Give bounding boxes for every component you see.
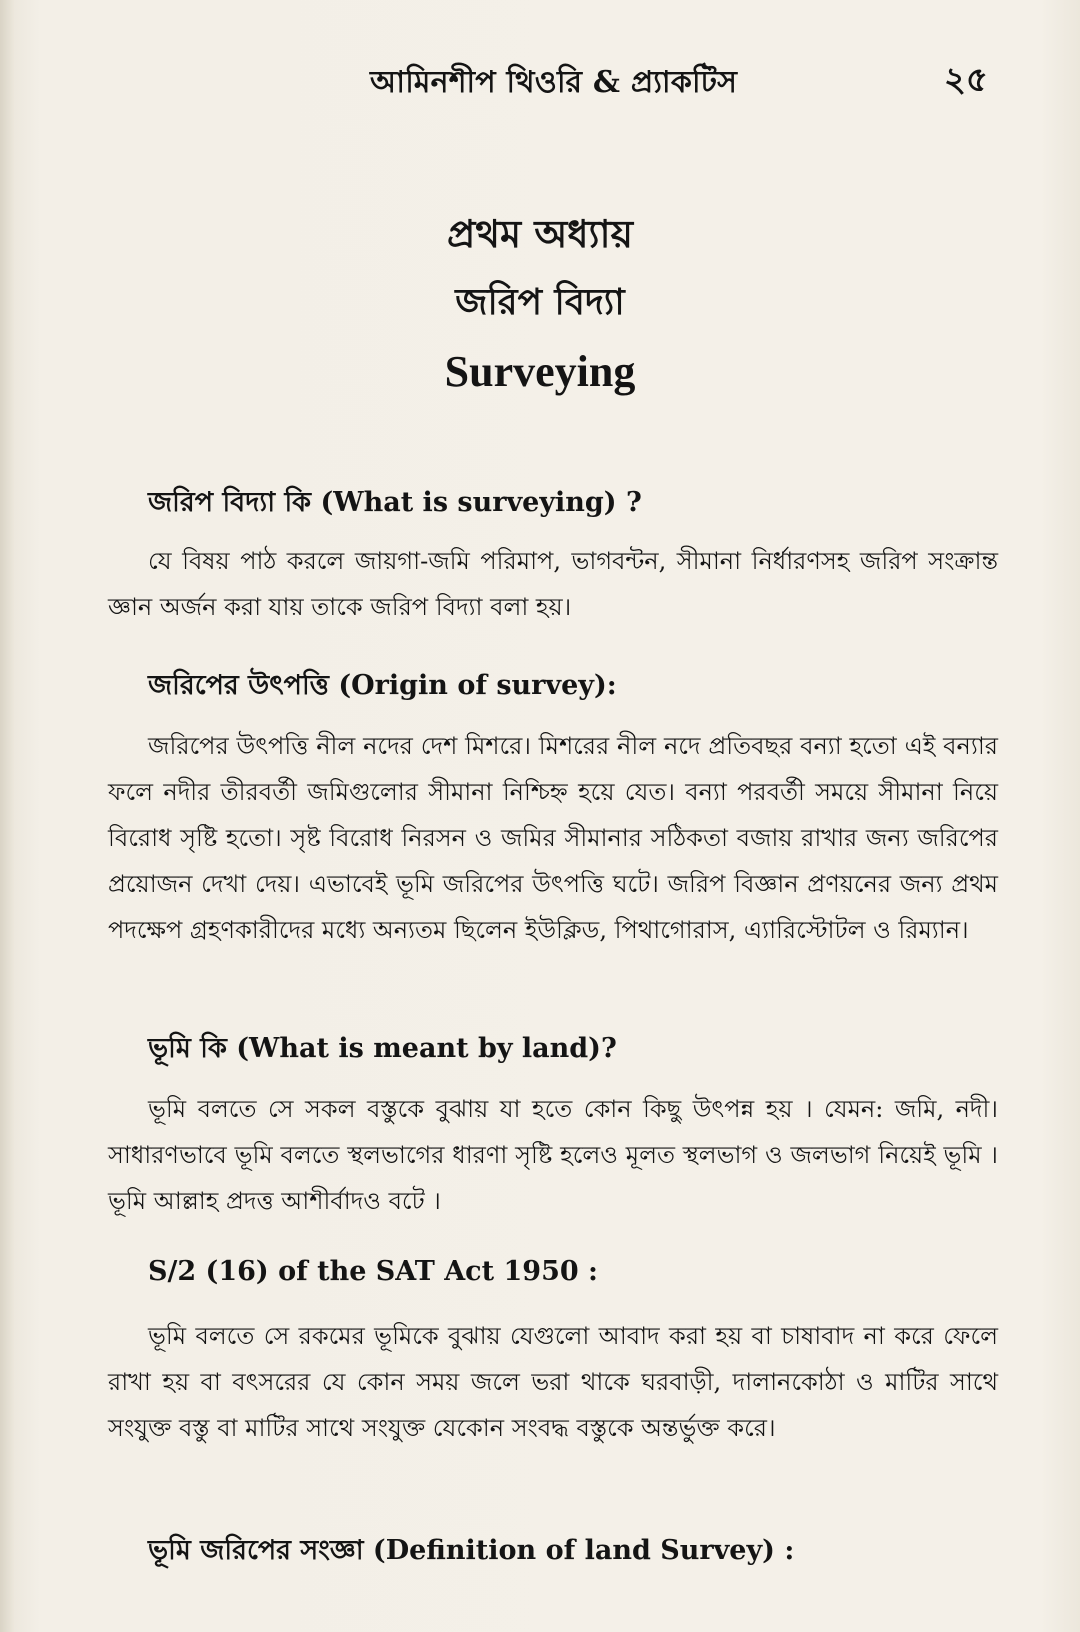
paragraph: জরিপের উৎপত্তি নীল নদের দেশ মিশরে। মিশরের নীল নদে প্রতিবছর বন্যা হতো এই বন্যার ফলে নদীর তীরবর্তী জমিগুলোর সীমানা নিশ্চিহ্ন হয়ে যেত। বন্যা পরবর্তী সময়ে সীমানা নিয়ে বিরোধ সৃষ্টি হতো। সৃষ্ট বিরোধ নিরসন ও জমির সীমানার সঠিকতা বজায় রাখার জন্য জরিপের প্রয়োজন দেখা দেয়। এভাবেই ভূমি জরিপের উৎপত্তি ঘটে। জরিপ বিজ্ঞান প্রণয়নের জন্য প্রথম পদক্ষেপ গ্রহণকারীদের মধ্যে অন্যতম ছিলেন ইউক্লিড, পিথাগোরাস, এ্যারিস্টোটল ও রিম্যান। (108, 732, 998, 944)
section-heading: জরিপ বিদ্যা কি (What is surveying) ? (148, 487, 642, 518)
section-body-sat-act (108, 1295, 998, 1451)
section-heading: ভূমি কি (What is meant by land)? (148, 1033, 617, 1064)
section-heading-definition-land-survey (108, 1530, 998, 1575)
section-heading: জরিপের উৎপত্তি (Origin of survey): (148, 670, 617, 701)
section-heading-origin-of-survey (108, 665, 998, 710)
section-body-origin-of-survey (108, 705, 998, 953)
paragraph: ভূমি বলতে সে রকমের ভূমিকে বুঝায় যেগুলো আবাদ করা হয় বা চাষাবাদ না করে ফেলে রাখা হয় বা বৎসরের যে কোন সময় জলে ভরা থাকে ঘরবাড়ী, দালানকোঠা ও মাটির সাথে সংযুক্ত বস্তু বা মাটির সাথে সংযুক্ত যেকোন সংবদ্ধ বস্তুকে অন্তর্ভুক্ত করে। (108, 1322, 998, 1442)
section-body-what-is-surveying (108, 520, 998, 630)
section-heading-sat-act (108, 1256, 998, 1287)
section-body-what-is-land (108, 1068, 998, 1224)
paragraph: ভূমি বলতে সে সকল বস্তুকে বুঝায় যা হতে কোন কিছু উৎপন্ন হয় । যেমন: জমি, নদী। সাধারণভাবে ভূমি বলতে স্থলভাগের ধারণা সৃষ্টি হলেও মূলত স্থলভাগ ও জলভাগ নিয়েই ভূমি । ভূমি আল্লাহ প্রদত্ত আশীর্বাদও বটে । (108, 1095, 998, 1215)
running-title: আমিনশীপ থিওরি & প্র্যাকটিস (370, 65, 738, 100)
chapter-title-bengali: জরিপ বিদ্যা (455, 281, 625, 323)
page-header (0, 52, 1080, 102)
paragraph: যে বিষয় পাঠ করলে জায়গা-জমি পরিমাপ, ভাগবন্টন, সীমানা নির্ধারণসহ জরিপ সংক্রান্ত জ্ঞান অর্জন করা যায় তাকে জরিপ বিদ্যা বলা হয়। (108, 547, 998, 621)
section-heading: ভূমি জরিপের সংজ্ঞা (Definition of land Survey) : (148, 1535, 795, 1566)
page-number: ২৫ (943, 60, 988, 100)
section-heading: S/2 (16) of the SAT Act 1950 : (148, 1256, 599, 1287)
chapter-number-title: প্রথম অধ্যায় (447, 211, 633, 256)
chapter-title-english: Surveying (444, 347, 636, 396)
section-heading-what-is-land (108, 1028, 998, 1073)
